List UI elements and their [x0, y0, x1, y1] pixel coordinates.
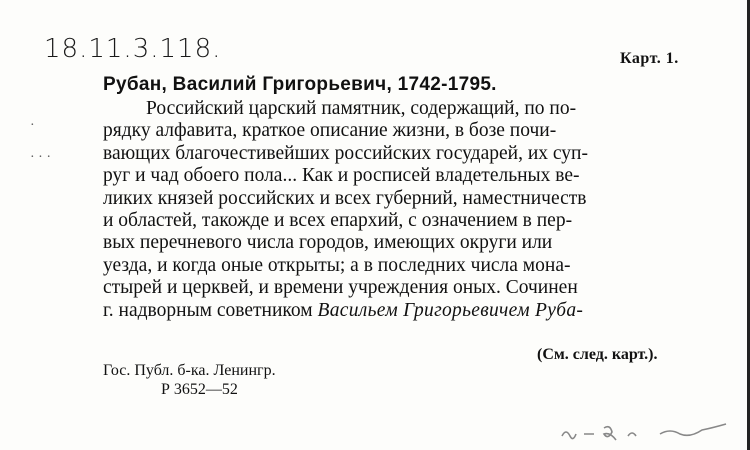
library-name: Гос. Публ. б-ка. Ленингр. [103, 362, 276, 379]
text-plain: г. надворным советником [103, 299, 318, 321]
text-line: рядку алфавита, краткое описание жизни, в бозе почи- [103, 120, 557, 142]
text-line: и областей, такожде и всех епархий, с означением в пер- [103, 210, 573, 232]
text-line: стырей и церквей, и времени учреждения оных. Сочинен [103, 277, 578, 299]
text-line: вых перечневого числа городов, имеющих округи или [103, 232, 553, 254]
library-stamp [103, 361, 276, 399]
text-line: ликих князей российских и всех губерний, наместничеств [103, 187, 587, 209]
continue-note: (См. след. карт.). [537, 346, 658, 363]
author-heading: Рубан, Василий Григорьевич, 1742-1795. [103, 74, 497, 95]
author-name-italic: Васильем Григорьевичем Руба- [317, 299, 584, 321]
text-line: Российский царский памятник, содержащий, по по- [146, 98, 577, 119]
handwritten-shelfmark: 18.11.3.118. [44, 34, 222, 64]
margin-marks [30, 118, 51, 166]
text-line: уезда, и когда оные открыты; а в последних числа мона- [103, 254, 571, 276]
description-text [103, 98, 693, 322]
card-number-label: Карт. 1. [620, 50, 679, 67]
text-line: вающих благочестивейших российских государей, их суп- [103, 142, 588, 164]
text-line-last [103, 300, 693, 322]
library-code: Р 3652—52 [161, 381, 238, 398]
handwritten-scribble [560, 420, 730, 446]
text-line: руг и чад обоего пола... Как и росписей владетельных ве- [103, 165, 580, 187]
margin-dots: · · · · [30, 118, 51, 165]
